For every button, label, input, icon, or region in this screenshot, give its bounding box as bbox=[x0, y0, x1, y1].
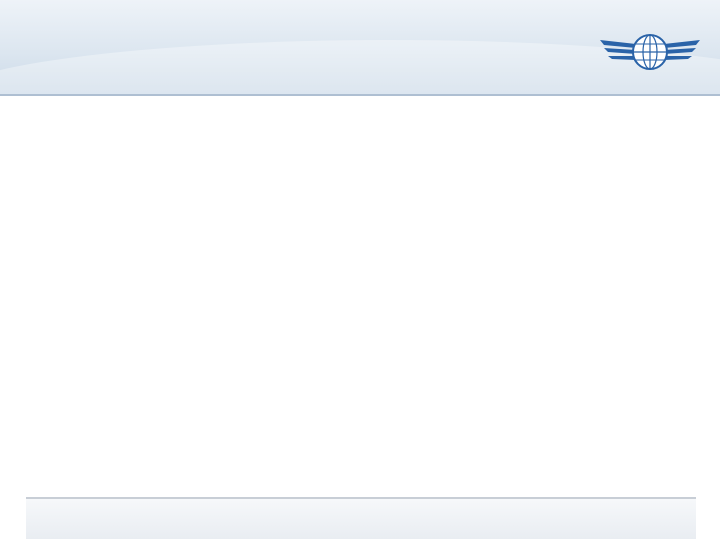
slide-footer bbox=[26, 497, 696, 539]
icao-emblem-icon bbox=[596, 10, 704, 90]
header-divider bbox=[0, 94, 720, 96]
